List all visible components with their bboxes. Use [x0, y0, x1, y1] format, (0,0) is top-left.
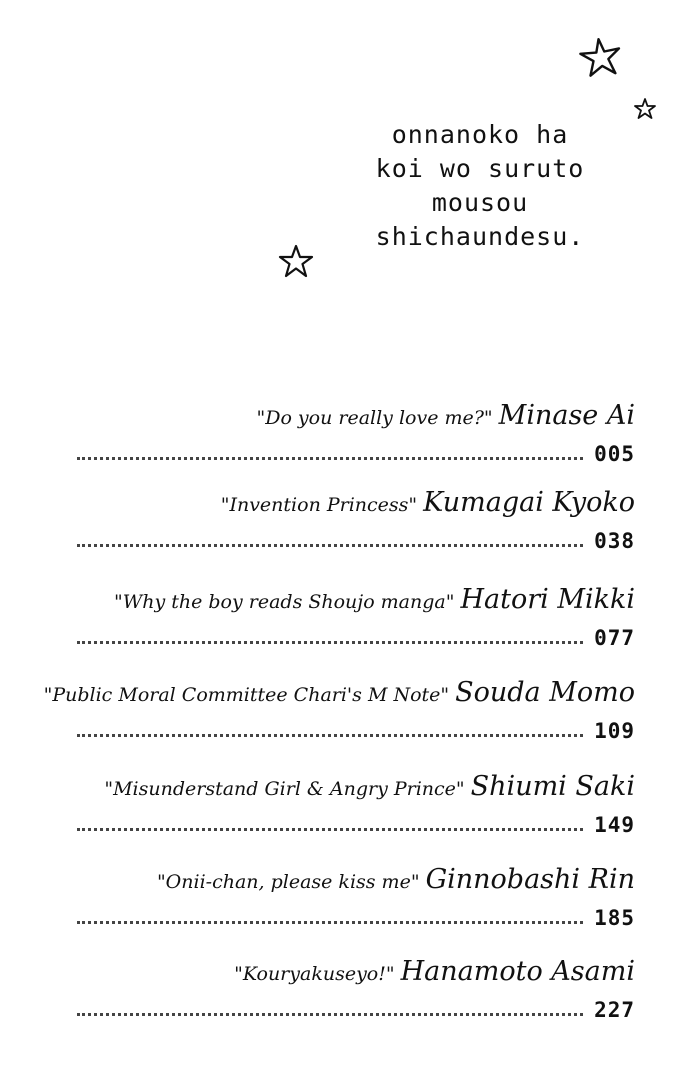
story-title: "Why the boy reads Shoujo manga" — [113, 591, 455, 613]
toc-title-line — [44, 677, 635, 708]
toc-entry — [75, 400, 635, 470]
toc-entry — [75, 771, 635, 841]
dot-leader — [77, 734, 583, 737]
toc-title-line — [114, 584, 635, 615]
author-name: Hanamoto Asami — [400, 956, 635, 987]
author-name: Hatori Mikki — [460, 584, 635, 615]
toc-entry — [75, 956, 635, 1026]
header-line: onnanoko ha — [391, 120, 569, 149]
toc-entry — [75, 487, 635, 557]
author-name: Ginnobashi Rin — [425, 864, 635, 895]
page-number: 005 — [594, 442, 635, 466]
dot-leader-line — [75, 994, 635, 1024]
dot-leader — [77, 921, 583, 924]
dot-leader — [77, 457, 583, 460]
story-title: "Kouryakuseyo!" — [234, 963, 395, 985]
header-line: koi wo suruto — [375, 154, 585, 183]
dot-leader — [77, 641, 583, 644]
author-name: Souda Momo — [455, 677, 635, 708]
toc-entry — [75, 584, 635, 654]
toc-title-line — [256, 400, 635, 431]
page-number: 109 — [594, 719, 635, 743]
header-title — [320, 118, 640, 254]
author-name: Shiumi Saki — [470, 771, 635, 802]
story-title: "Misunderstand Girl & Angry Prince" — [104, 778, 465, 800]
author-name: Minase Ai — [498, 400, 635, 431]
toc-entry — [75, 864, 635, 934]
dot-leader — [77, 828, 583, 831]
author-name: Kumagai Kyoko — [423, 487, 635, 518]
dot-leader-line — [75, 525, 635, 555]
dot-leader-line — [75, 715, 635, 745]
toc-title-line — [221, 487, 635, 518]
page-number: 038 — [594, 529, 635, 553]
story-title: "Onii-chan, please kiss me" — [156, 871, 420, 893]
dot-leader — [77, 1013, 583, 1016]
dot-leader-line — [75, 438, 635, 468]
page-number: 149 — [594, 813, 635, 837]
star-icon — [276, 243, 316, 279]
toc-title-line — [234, 956, 635, 987]
dot-leader-line — [75, 809, 635, 839]
page-number: 185 — [594, 906, 635, 930]
dot-leader-line — [75, 902, 635, 932]
toc-title-line — [104, 771, 635, 802]
header-line: mousou — [431, 188, 529, 217]
story-title: "Invention Princess" — [220, 494, 418, 516]
header-line: shichaundesu. — [375, 222, 585, 251]
star-icon — [578, 36, 624, 78]
dot-leader-line — [75, 622, 635, 652]
toc-title-line — [157, 864, 635, 895]
page-number: 227 — [594, 998, 635, 1022]
toc-entry — [43, 677, 635, 747]
story-title: "Public Moral Committee Chari's M Note" — [43, 684, 450, 706]
dot-leader — [77, 544, 583, 547]
story-title: "Do you really love me?" — [256, 407, 493, 429]
page-number: 077 — [594, 626, 635, 650]
